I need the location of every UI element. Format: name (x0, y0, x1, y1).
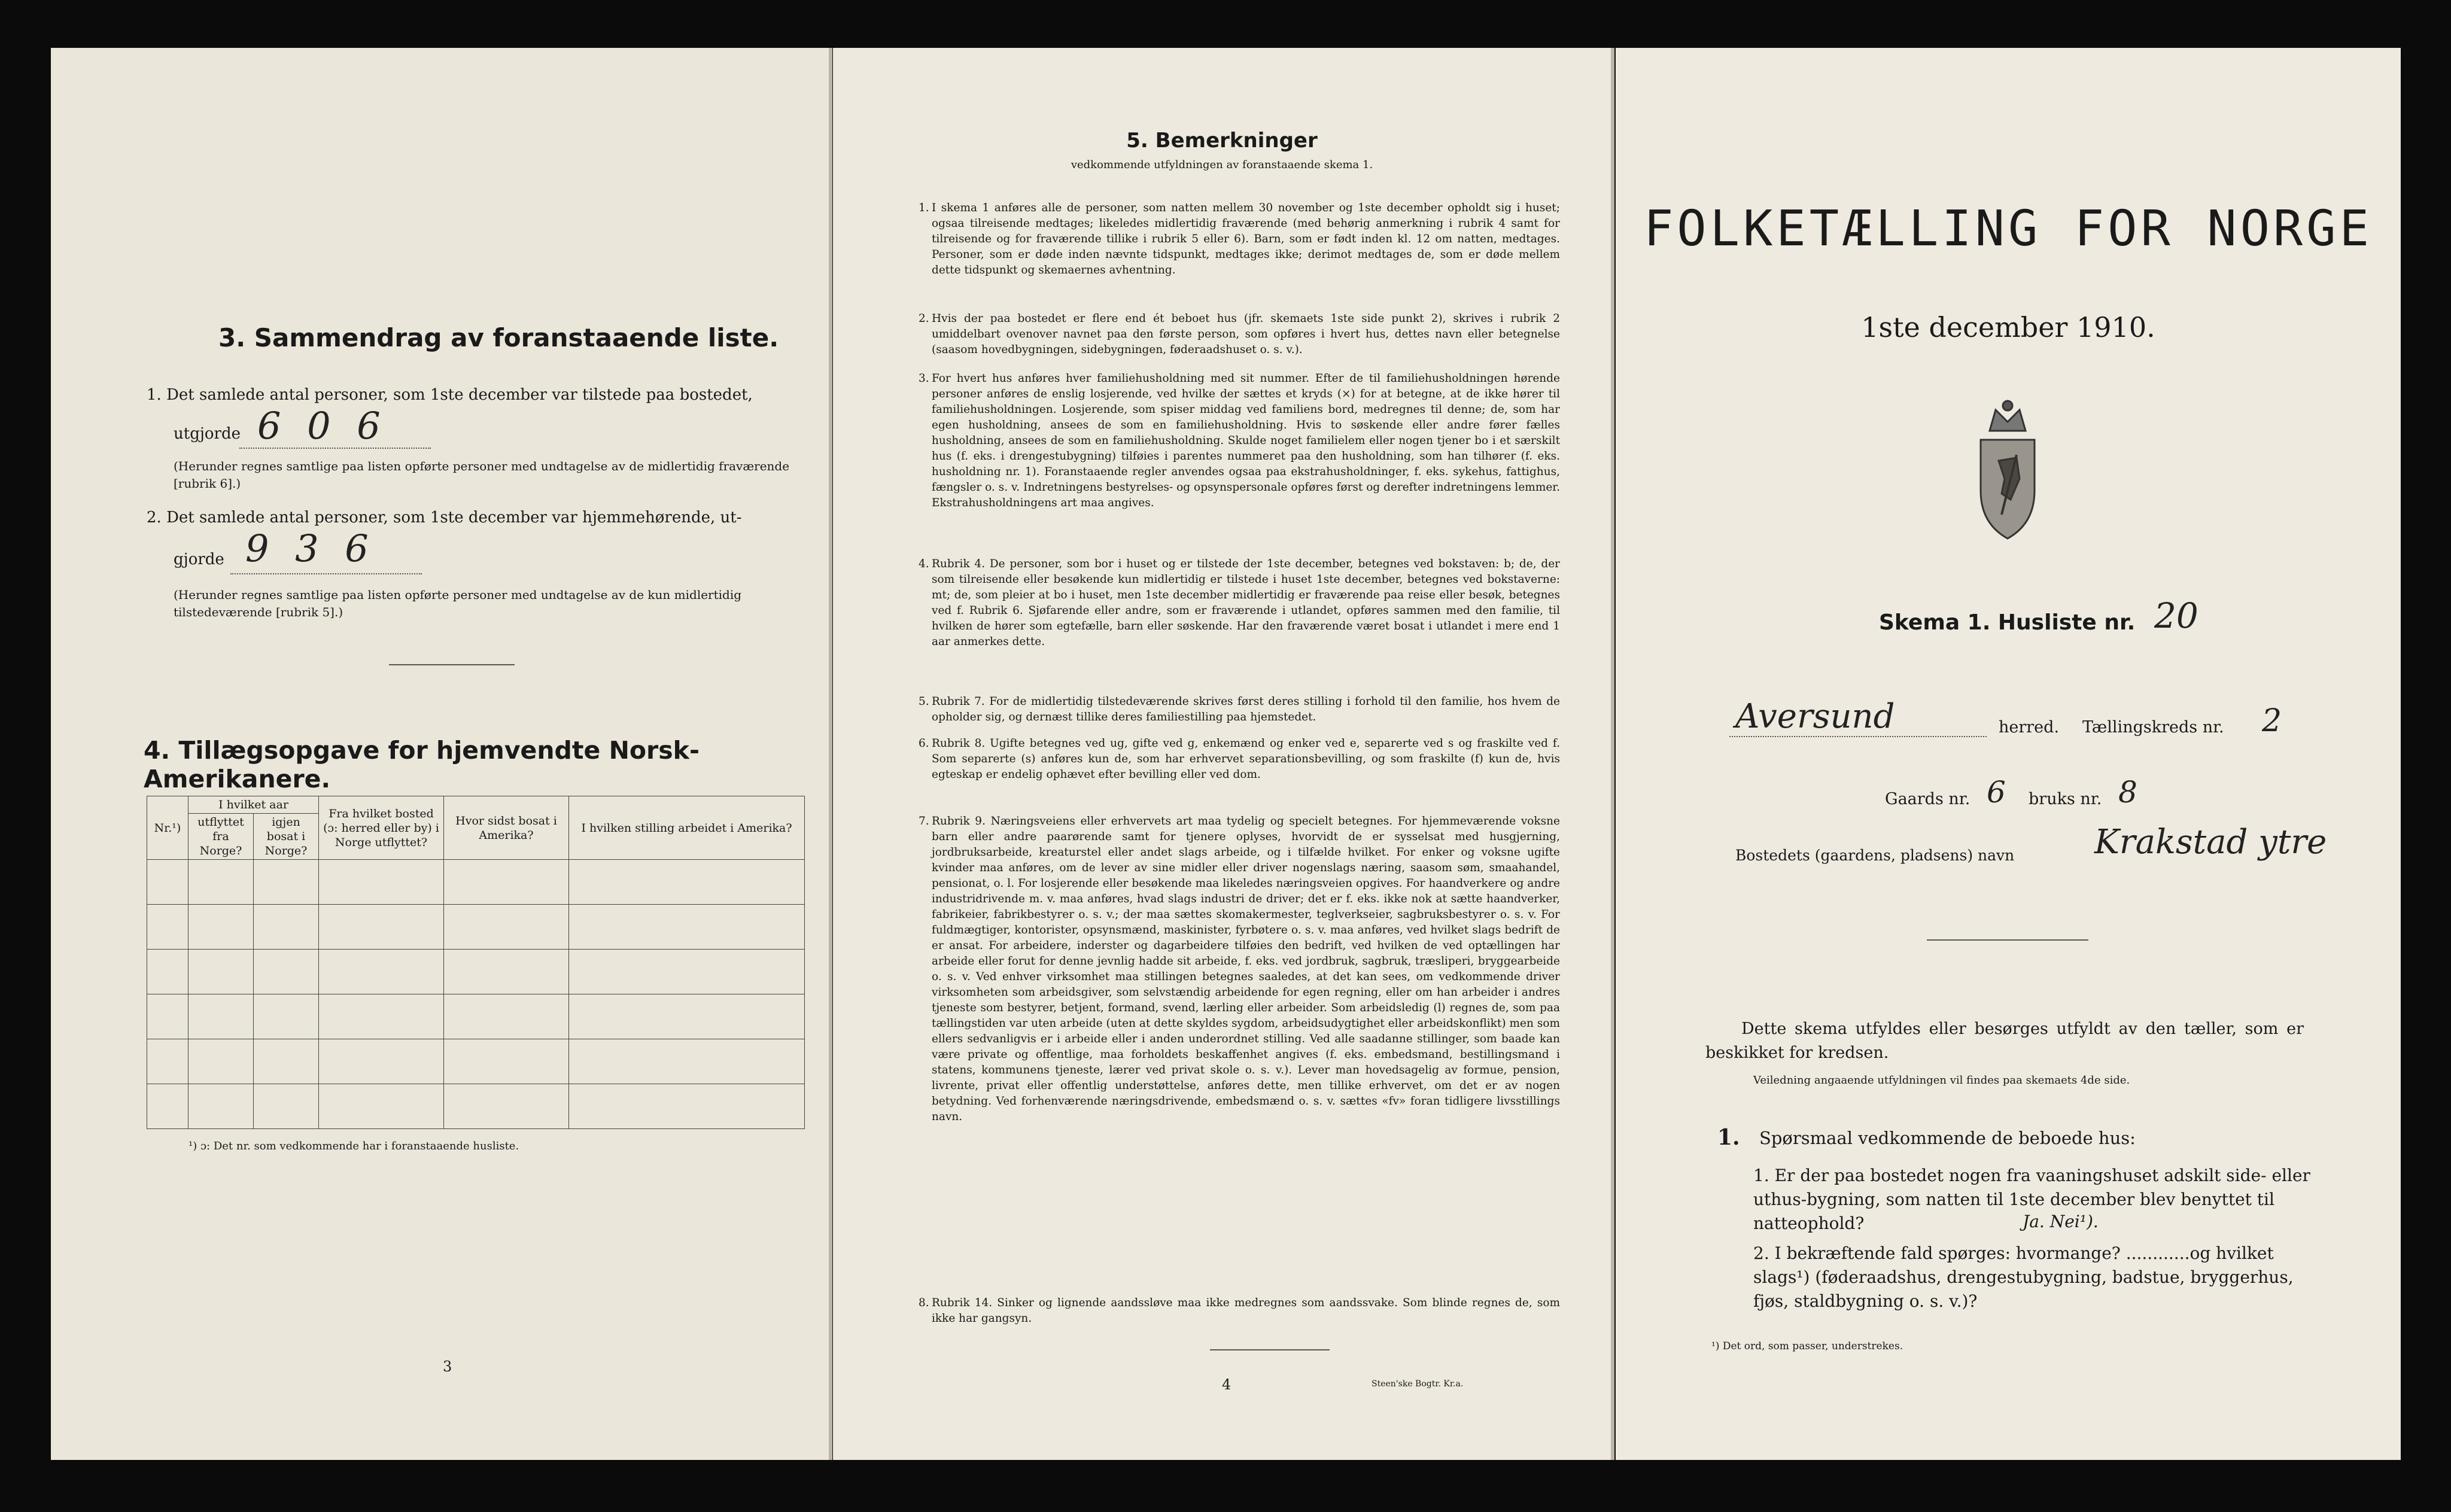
gaards-label: Gaards nr. (1885, 790, 1970, 808)
instruction-text: Dette skema utfyldes eller besørges utfyldt av den tæller, som er beskikket for kredsen. (1705, 1020, 2304, 1062)
question-2: 2. I bekræftende fald spørges: hvormange? ............og hvilket slags¹) (føderaadshus, drengestubygning, badstue, bryggerhus, fjøs, staldbygning o. s. v.)? (1753, 1243, 2294, 1311)
col-out: utflyttet fra Norge? (188, 814, 254, 860)
dotted-line (239, 448, 431, 449)
bruks-label: bruks nr. (2029, 790, 2102, 808)
section-3-title: 3. Sammendrag av foranstaaende liste. (218, 323, 779, 352)
summary-item-1-label: utgjorde (174, 425, 241, 443)
summary-item-2-note: (Herunder regnes samtlige paa listen opførte personer med undtagelse av de kun midlertidig tilstedeværende [rubrik 5].) (174, 588, 742, 619)
page-fold (829, 48, 832, 1460)
page-fold (1611, 48, 1614, 1460)
kreds-value: 2 (2262, 703, 2282, 739)
table-row (147, 994, 805, 1039)
table-row (147, 905, 805, 950)
divider (1210, 1349, 1330, 1350)
dotted-line (230, 573, 422, 574)
remark-6: 6. Rubrik 8. Ugifte betegnes ved ug, gifte ved g, enkemænd og enker ved e, separerte ved s og fraskilte ved f. Som separerte (s) anføres kun de, som har erhvervet separationsbevilling, og som fraskilte (f) kun de, hvis egteskap er endelig ophævet efter bevilling eller ved dom. (919, 737, 1560, 781)
remark-1: 1. I skema 1 anføres alle de personer, som natten mellem 30 november og 1ste december opholdt sig i huset; ogsaa tilreisende medtages; likeledes midlertidig fraværende (med behørig anmerkning i rubrik 4 samt for tilreisende og for fraværende tillike i rubrik 5 eller 6). Barn, som er født inden kl. 12 om natten, medtages. Personer, som er døde inden nævnte tidspunkt, medtages ikke; derimot medtages de, som er døde mellem dette tidspunkt og skemaernes avhentning. (919, 202, 1560, 276)
form-title: FOLKETÆLLING FOR NORGE (1643, 200, 2373, 257)
table-row (147, 1084, 805, 1129)
bruks-value: 8 (2118, 775, 2137, 810)
page-number: 3 (443, 1358, 452, 1375)
norsk-amerikaner-table (147, 796, 805, 1129)
summary-item-2: 2. Det samlede antal personer, som 1ste december var hjemmehørende, ut- (147, 509, 742, 527)
divider (389, 664, 515, 665)
col-group-year: I hvilket aar (188, 796, 319, 814)
section-4-title: 4. Tillægsopgave for hjemvendte Norsk-Amerikanere. (144, 736, 700, 793)
remark-8: 8. Rubrik 14. Sinker og lignende aandssløve maa ikke medregnes som aandssvake. Som blinde regnes de, som ikke har gangsyn. (919, 1297, 1560, 1325)
col-nr: Nr.¹) (147, 796, 188, 860)
gaards-value: 6 (1987, 775, 2006, 810)
remark-2: 2. Hvis der paa bostedet er flere end ét beboet hus (jfr. skemaets 1ste side punkt 2), skrives i rubrik 2 umiddelbart ovenover navnet paa den første person, som opføres i hvert hus, dettes navn eller betegnelse (saasom hovedbygningen, sidebygningen, føderaadshuset o. s. v.). (919, 312, 1560, 356)
summary-item-2-label: gjorde (174, 550, 224, 568)
col-from: Fra hvilket bosted (ɔ: herred eller by) i Norge utflyttet? (319, 796, 444, 860)
dotted-line (1729, 736, 1987, 737)
remark-3: 3. For hvert hus anføres hver familiehusholdning med sit nummer. Efter de til familiehusholdningen hørende personer anføres de enslig losjerende, ved hvilke der sættes et kryds (×) for at betegne, at de ikke hører til familiehusholdningen. Losjerende, som spiser middag ved familiens bord, medregnes til denne; de, som har egen husholdning, ansees de som en familiehusholdning. Hvis to søskende eller andre fører fælles husholdning, ansees de som en familiehusholdning. Skulde noget familielem eller nogen tjener bo i et særskilt hus (f. eks. i drengestubygning) tilføies i parentes nummeret paa den husholdning, som han tilhører (f. eks. husholdning nr. 1). Foranstaaende regler anvendes ogsaa paa ekstrahusholdninger, f. eks. sykehus, fattighus, fængsler o. s. v. Indretningens bestyrelses- og opsynspersonale opføres først og derefter indretningens lemmer. Ekstrahusholdningens art maa angives. (919, 372, 1560, 509)
summary-item-1-note: (Herunder regnes samtlige paa listen opførte personer med undtagelse av de midlertidig fraværende [rubrik 6].) (174, 459, 790, 491)
divider (1927, 939, 2088, 941)
page-4 (833, 48, 1611, 1460)
remarks-title: 5. Bemerkninger (1126, 129, 1318, 153)
summary-item-2-value: 9 3 6 (245, 527, 376, 570)
bosted-value: Krakstad ytre (2094, 823, 2327, 862)
col-job: I hvilken stilling arbeidet i Amerika? (569, 796, 805, 860)
coat-of-arms-icon (1960, 389, 2055, 544)
herred-value: Aversund (1735, 697, 1895, 736)
page-1 (1616, 48, 2401, 1460)
remark-5: 5. Rubrik 7. For de midlertidig tilstedeværende skrives først deres stilling i forhold til den familie, hos hvem de opholder sig, og dernæst tillike deres familiestilling paa hjemstedet. (919, 695, 1560, 723)
remark-4: 4. Rubrik 4. De personer, som bor i huset og er tilstede der 1ste december, betegnes ved bokstaven: b; de, der som tilreisende eller besøkende kun midlertidig er tilstede i huset 1ste december, betegnes ved bokstaverne: mt; de, som pleier at bo i huset, men 1ste december midlertidig er fraværende paa reise eller besøk, betegnes ved f. Rubrik 6. Sjøfarende eller andre, som er fraværende i utlandet, opføres sammen med den familie, til hvilken de hører som egtefælle, barn eller søskende. Har den fraværende været bosat i utlandet i mere end 1 aar anmerkes dette. (919, 558, 1560, 648)
instruction-note: Veiledning angaaende utfyldningen vil findes paa skemaets 4de side. (1753, 1074, 2130, 1087)
remarks-subtitle: vedkommende utfyldningen av foranstaaende skema 1. (1071, 159, 1373, 171)
summary-item-1: 1. Det samlede antal personer, som 1ste december var tilstede paa bostedet, (147, 386, 753, 404)
question-1-answer: Ja. Nei¹). (2023, 1212, 2099, 1231)
form-date: 1ste december 1910. (1861, 311, 2155, 343)
printer-mark: Steen'ske Bogtr. Kr.a. (1372, 1379, 1464, 1389)
kreds-label: Tællingskreds nr. (2082, 718, 2224, 737)
table-footnote: ¹) ɔ: Det nr. som vedkommende har i foranstaaende husliste. (188, 1140, 519, 1152)
question-1: 1. Er der paa bostedet nogen fra vaaningshuset adskilt side- eller uthus-bygning, som natten til 1ste december blev benyttet til natteophold? (1753, 1166, 2310, 1233)
husliste-nr-value: 20 (2154, 595, 2198, 636)
page-number: 4 (1222, 1376, 1231, 1393)
table-row (147, 860, 805, 905)
bosted-label: Bostedets (gaardens, pladsens) navn (1735, 847, 2015, 864)
page-1-footnote: ¹) Det ord, som passer, understrekes. (1711, 1340, 1903, 1352)
col-where: Hvor sidst bosat i Amerika? (444, 796, 569, 860)
col-back: igjen bosat i Norge? (254, 814, 319, 860)
herred-label: herred. (1999, 718, 2060, 737)
summary-item-1-value: 6 0 6 (257, 404, 388, 448)
remark-7: 7. Rubrik 9. Næringsveiens eller erhvervets art maa tydelig og specielt betegnes. For hjemmeværende voksne barn eller andre paarørende samt for tjenere oplyses, hvorvidt de er sysselsat med husgjerning, jordbruksarbeide, kreaturstel eller andet slags arbeide, og i tilfælde hvilket. For enker og voksne ugifte kvinder maa anføres, om de lever av sine midler eller driver nogenslags næring, saasom søm, smaahandel, pensionat, o. l. For losjerende eller besøkende maa likeledes næringsveien opgives. For haandverkere og andre industridrivende m. v. maa anføres, hvad slags industri de driver; det er f. eks. ikke nok at sætte haandverker, fabrikeier, fabrikbestyrer o. s. v.; der maa sættes skomakermester, teglverkseier, sagbruksbestyrer o. s. v. For fuldmægtiger, kontorister, opsynsmænd, maskinister, fyrbøtere o. s. v. maa anføres, ved hvilket slags bedrift de er ansat. For arbeidere, inderster og dagarbeidere tilføies den bedrift, ved hvilken de ved optællingen har arbeide eller forut for denne jevnlig hadde sit arbeide, f. eks. ved jordbruk, sagbruk, træsliperi, bryggearbeide o. s. v. Ved enhver virksomhet maa stillingen betegnes saaledes, at det kan sees, om vedkommende driver virksomheten som arbeidsgiver, som selvstændig arbeidende for egen regning, eller om han arbeider i andres tjeneste som bestyrer, betjent, formand, svend, lærling eller arbeider. Som arbeidsledig (l) regnes de, som paa tællingstiden var uten arbeide (uten at dette skyldes sygdom, arbeidsudygtighet eller arbeidskonflikt) men som ellers sedvanligvis er i arbeide eller i anden underordnet stilling. Ved alle saadanne stillinger, som baade kan være private og offentlige, maa forholdets beskaffenhet angives (f. eks. embedsmand, bestillingsmand i statens, kommunens tjeneste, lærer ved privat skole o. s. v.). Lever man hovedsagelig av formue, pension, livrente, privat eller offentlig understøttelse, anføres dette, men tillike erhvervet, om det er av nogen betydning. Ved forhenværende næringsdrivende, embedsmænd o. s. v. sættes «fv» foran tidligere livsstillings navn. (919, 815, 1560, 1123)
question-heading-number: 1. (1717, 1125, 1740, 1150)
page-3 (51, 48, 829, 1460)
table-row (147, 1039, 805, 1084)
question-heading: Spørsmaal vedkommende de beboede hus: (1759, 1128, 2136, 1148)
table-row (147, 950, 805, 994)
skema-label: Skema 1. Husliste nr. (1879, 610, 2136, 635)
